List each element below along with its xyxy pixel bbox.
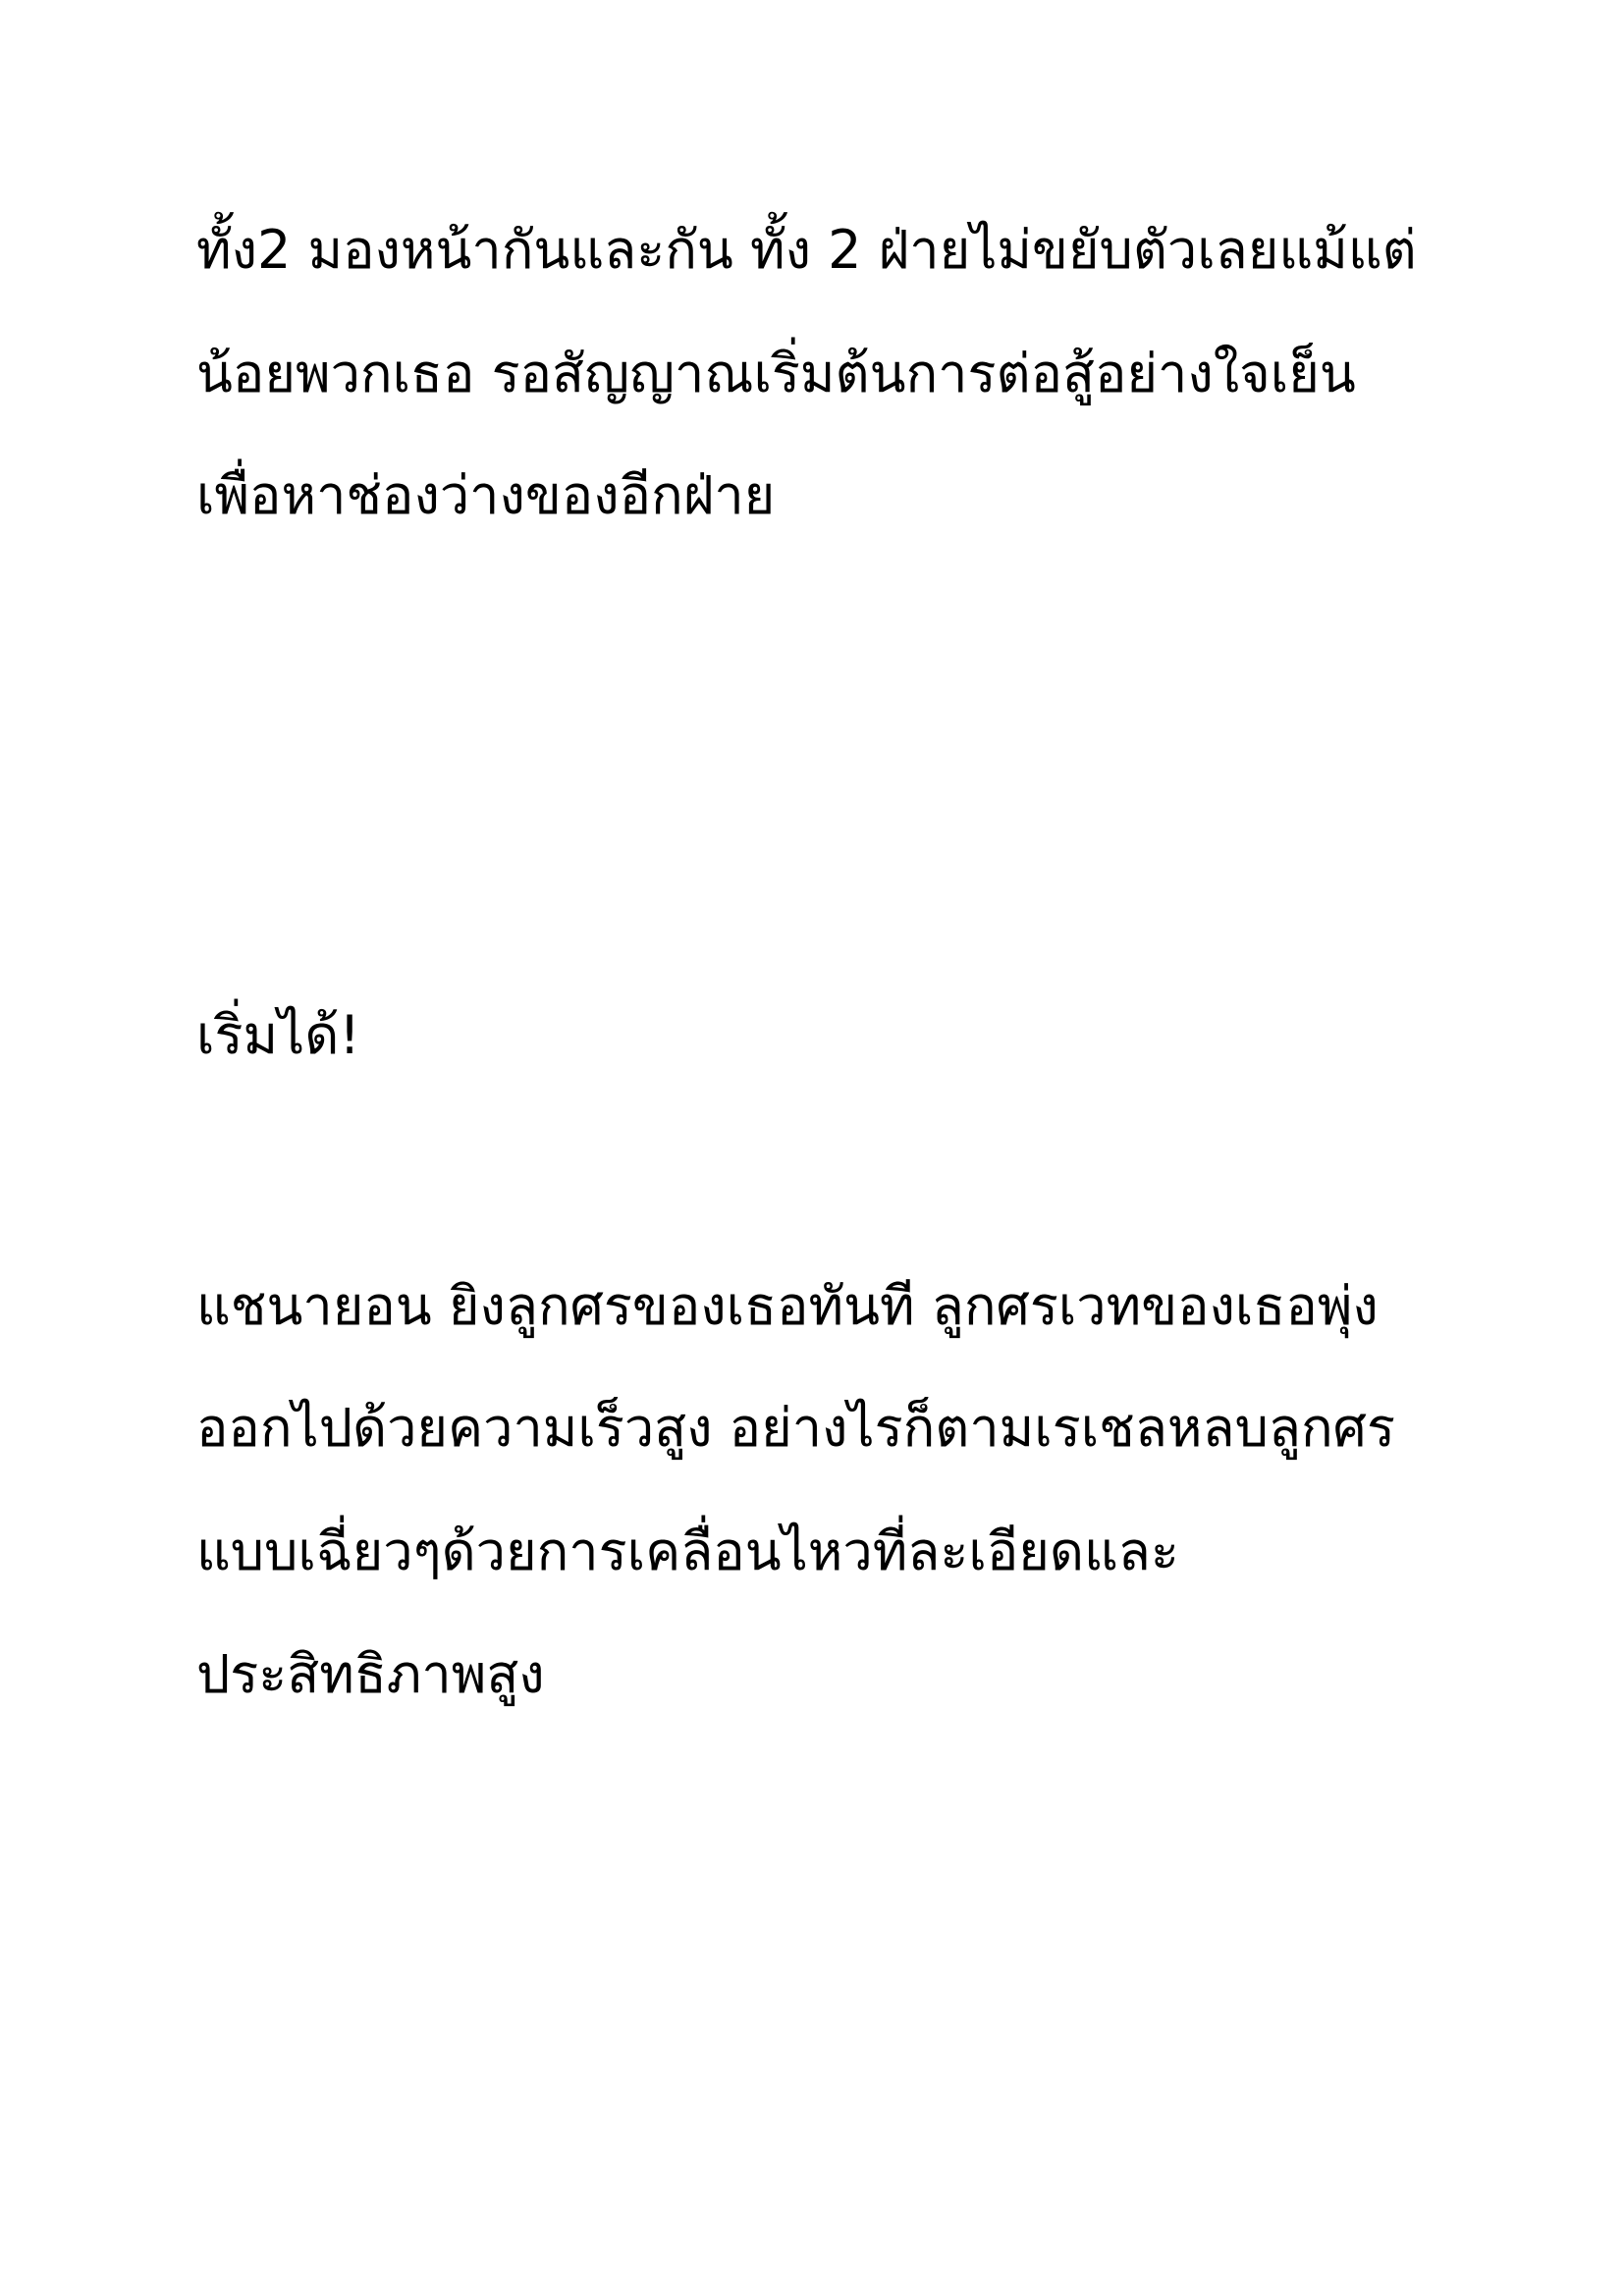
paragraph-line: เริ่มได้! bbox=[196, 1004, 360, 1066]
paragraph-line: ประสิทธิภาพสูง bbox=[196, 1643, 545, 1705]
paragraph-line: น้อยพวกเธอ รอสัญญาณเริ่มต้นการต่อสู้อย่างใจเย็น bbox=[196, 343, 1356, 404]
paragraph-line: ออกไปด้วยความเร็วสูง อย่างไรก็ตามเรเชลหลบลูกศร bbox=[196, 1397, 1395, 1459]
paragraph-line: แชนายอน ยิงลูกศรของเธอทันที ลูกศรเวทของเธอพุ่ง bbox=[196, 1275, 1379, 1337]
paragraph-line: แบบเฉี่ยวๆด้วยการเคลื่อนไหวที่ละเอียดและ bbox=[196, 1521, 1179, 1582]
paragraph-line: เพื่อหาช่องว่างของอีกฝ่าย bbox=[196, 464, 776, 526]
paragraph-line: ทั้ง2 มองหน้ากันและกัน ทั้ง 2 ฝ่ายไม่ขยับตัวเลยแม้แต่ bbox=[196, 219, 1417, 281]
